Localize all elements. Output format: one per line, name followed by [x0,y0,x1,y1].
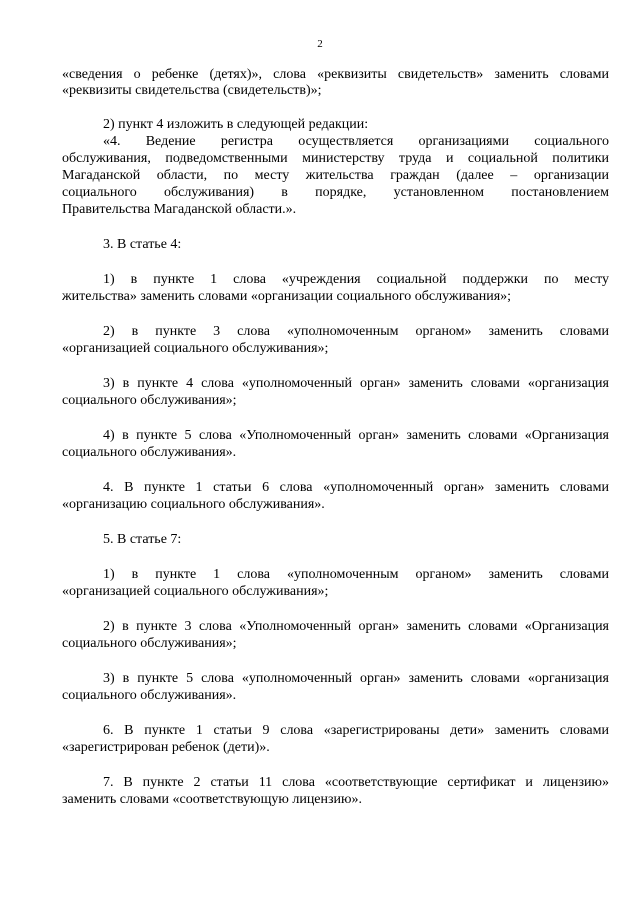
text-line: «организацией социального обслуживания»; [62,341,329,356]
text-line: «4. Ведение регистра осуществляется организациями социального [103,134,609,149]
text-line: 5. В статье 7: [103,532,182,547]
text-line: социального обслуживания». [62,445,237,460]
text-line: жительства» заменить словами «организации социального обслуживания»; [62,289,512,304]
text-line: социального обслуживания»; [62,393,237,408]
text-line: социального обслуживания) в порядке, установленном постановлением [62,185,609,200]
text-line: 3) в пункте 5 слова «уполномоченный орган» заменить словами «организация [103,671,609,686]
text-line: «зарегистрирован ребенок (дети)». [62,740,270,755]
text-line: «организацией социального обслуживания»; [62,584,329,599]
text-line: 4. В пункте 1 статьи 6 слова «уполномоченный орган» заменить словами [103,480,609,495]
text-line: 2) в пункте 3 слова «Уполномоченный орган» заменить словами «Организация [103,619,609,634]
text-line: 2) пункт 4 изложить в следующей редакции: [103,117,369,132]
text-line: 6. В пункте 1 статьи 9 слова «зарегистрированы дети» заменить словами [103,723,609,738]
text-line: 3) в пункте 4 слова «уполномоченный орган» заменить словами «организация [103,376,609,391]
text-line: 7. В пункте 2 статьи 11 слова «соответствующие сертификат и лицензию» [103,775,609,790]
text-line: социального обслуживания»; [62,636,237,651]
text-line: «реквизиты свидетельства (свидетельств)»; [62,83,322,98]
text-line: «организацию социального обслуживания». [62,497,325,512]
text-line: 1) в пункте 1 слова «уполномоченным органом» заменить словами [103,567,609,582]
text-line: 1) в пункте 1 слова «учреждения социальной поддержки по месту [103,272,609,287]
text-line: «сведения о ребенке (детях)», слова «реквизиты свидетельств» заменить словами [62,67,609,82]
text-line: 3. В статье 4: [103,237,182,252]
text-line: Правительства Магаданской области.». [62,202,297,217]
text-line: Магаданской области, по месту жительства граждан (далее – организации [62,168,609,183]
page-number: 2 [317,38,323,50]
text-line: 2) в пункте 3 слова «уполномоченным органом» заменить словами [103,324,609,339]
text-line: социального обслуживания». [62,688,237,703]
text-line: 4) в пункте 5 слова «Уполномоченный орган» заменить словами «Организация [103,428,609,443]
text-line: обслуживания, подведомственными министерству труда и социальной политики [62,151,609,166]
text-line: заменить словами «соответствующую лицензию». [62,792,362,807]
